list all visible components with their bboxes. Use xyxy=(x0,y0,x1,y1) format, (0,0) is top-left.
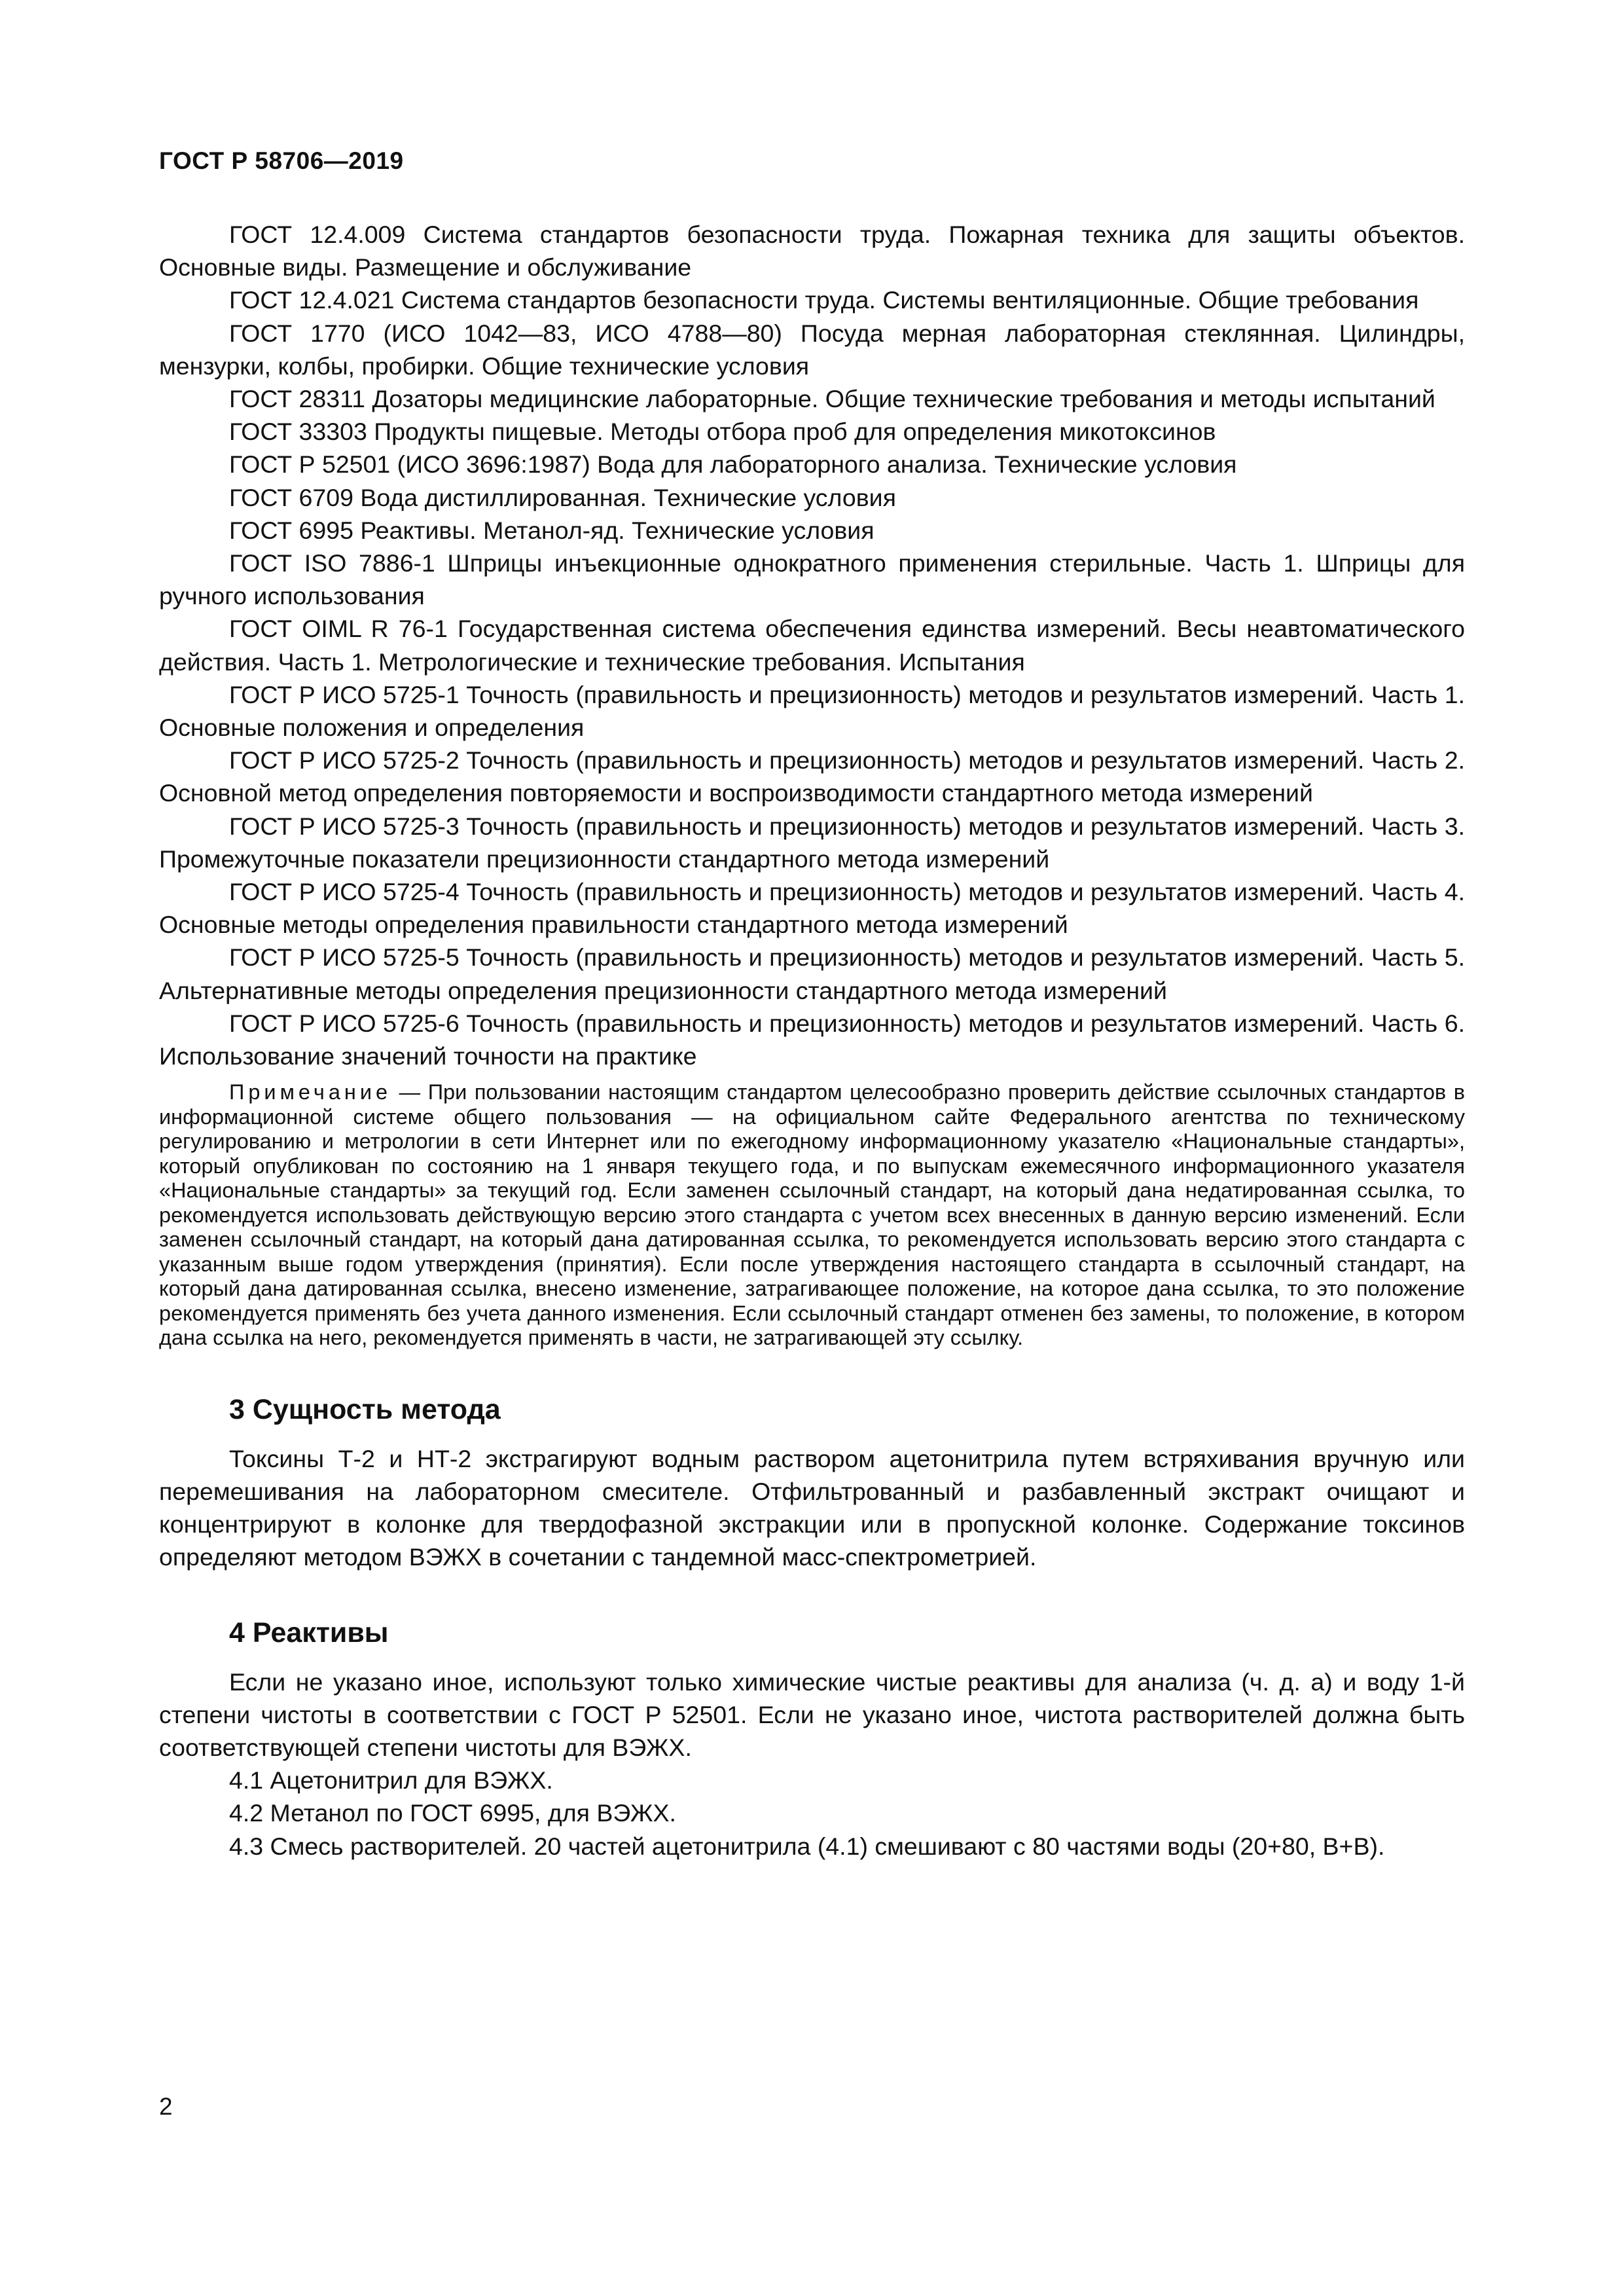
reference-item: ГОСТ 6995 Реактивы. Метанол-яд. Технические условия xyxy=(229,516,875,544)
reference-item: ГОСТ 12.4.021 Система стандартов безопасности труда. Системы вентиляционные. Общие требования xyxy=(229,286,1419,314)
reference-item: ГОСТ 1770 (ИСО 1042—83, ИСО 4788—80) Посуда мерная лабораторная стеклянная. Цилиндры, мензурки, колбы, пробирки. Общие технические условия xyxy=(159,319,1465,380)
note-text: — При пользовании настоящим стандартом целесообразно проверить действие ссылочных стандартов в информационной системе общего пользования — на официальном сайте Федерального агентства по техническому регулированию и метрологии в сети Интернет или по ежегодному информационному указателю «Национальные стандарты», который опубликован по состоянию на 1 января текущего года, и по выпускам ежемесячного информационного указателя «Национальные стандарты» за текущий год. Если заменен ссылочный стандарт, на который дана недатированная ссылка, то рекомендуется использовать действующую версию этого стандарта с учетом всех внесенных в данную версию изменений. Если заменен ссылочный стандарт, на который дана датированная ссылка, то рекомендуется использовать версию этого стандарта с указанным выше годом утверждения (принятия). Если после утверждения настоящего стандарта в ссылочный стандарт, на который дана датированная ссылка, внесено изменение, затрагивающее положение, на которое дана ссылка, то это положение рекомендуется применять без учета данного изменения. Если ссылочный стандарт отменен без замены, то положение, в котором дана ссылка на него, рекомендуется применять в части, не затрагивающей эту ссылку. xyxy=(159,1080,1465,1350)
reference-item: ГОСТ Р ИСО 5725-4 Точность (правильность и прецизионность) методов и результатов измерений. Часть 4. Основные методы определения правильности стандартного метода измерений xyxy=(159,878,1465,939)
reference-item: ГОСТ Р ИСО 5725-3 Точность (правильность и прецизионность) методов и результатов измерений. Часть 3. Промежуточные показатели прецизионности стандартного метода измерений xyxy=(159,812,1465,873)
section-4-paragraph: Если не указано иное, используют только химические чистые реактивы для анализа (ч. д. а) и воду 1-й степени чистоты в соответствии с ГОСТ Р 52501. Если не указано иное, чистота растворителей должна быть соответствующей степени чистоты для ВЭЖХ. xyxy=(159,1667,1465,1761)
section-3-paragraph: Токсины Т-2 и НТ-2 экстрагируют водным раствором ацетонитрила путем встряхивания вручную или перемешивания на лабораторном смесителе. Отфильтрованный и разбавленный экстракт очищают и концентрируют в колонке для твердофазной экстракции или в пропускной колонке. Содержание токсинов определяют методом ВЭЖХ в сочетании с тандемной масс-спектрометрией. xyxy=(159,1444,1465,1571)
reference-item: ГОСТ Р ИСО 5725-1 Точность (правильность и прецизионность) методов и результатов измерений. Часть 1. Основные положения и определения xyxy=(159,680,1465,742)
section-3-title: 3 Сущность метода xyxy=(229,1393,501,1425)
document-header: ГОСТ Р 58706—2019 xyxy=(159,147,404,174)
document-body xyxy=(159,218,1465,1863)
section-4-item: 4.2 Метанол по ГОСТ 6995, для ВЭЖХ. xyxy=(229,1799,676,1827)
reference-item: ГОСТ 12.4.009 Система стандартов безопасности труда. Пожарная техника для защиты объектов. Основные виды. Размещение и обслуживание xyxy=(159,221,1465,282)
reference-item: ГОСТ Р 52501 (ИСО 3696:1987) Вода для лабораторного анализа. Технические условия xyxy=(229,450,1237,479)
section-4-title: 4 Реактивы xyxy=(229,1616,389,1649)
reference-item: ГОСТ Р ИСО 5725-2 Точность (правильность и прецизионность) методов и результатов измерений. Часть 2. Основной метод определения повторяемости и воспроизводимости стандартного метода измерений xyxy=(159,746,1465,807)
section-4-item: 4.3 Смесь растворителей. 20 частей ацетонитрила (4.1) смешивают с 80 частями воды (20+80, В+В). xyxy=(229,1832,1385,1860)
note-paragraph xyxy=(159,1080,1465,1351)
reference-item: ГОСТ 6709 Вода дистиллированная. Технические условия xyxy=(229,483,896,511)
reference-item: ГОСТ Р ИСО 5725-5 Точность (правильность и прецизионность) методов и результатов измерений. Часть 5. Альтернативные методы определения прецизионности стандартного метода измерений xyxy=(159,943,1465,1004)
reference-item: ГОСТ ISO 7886-1 Шприцы инъекционные однократного применения стерильные. Часть 1. Шприцы для ручного использования xyxy=(159,549,1465,610)
reference-item: ГОСТ 33303 Продукты пищевые. Методы отбора проб для определения микотоксинов xyxy=(229,418,1216,446)
reference-item: ГОСТ 28311 Дозаторы медицинские лабораторные. Общие технические требования и методы испытаний xyxy=(229,385,1435,413)
section-4-item: 4.1 Ацетонитрил для ВЭЖХ. xyxy=(229,1766,553,1795)
reference-item: ГОСТ OIML R 76-1 Государственная система обеспечения единства измерений. Весы неавтоматического действия. Часть 1. Метрологические и технические требования. Испытания xyxy=(159,615,1465,676)
note-label: Примечание xyxy=(229,1080,392,1104)
reference-item: ГОСТ Р ИСО 5725-6 Точность (правильность и прецизионность) методов и результатов измерений. Часть 6. Использование значений точности на практике xyxy=(159,1009,1465,1070)
page-number: 2 xyxy=(159,2093,173,2120)
